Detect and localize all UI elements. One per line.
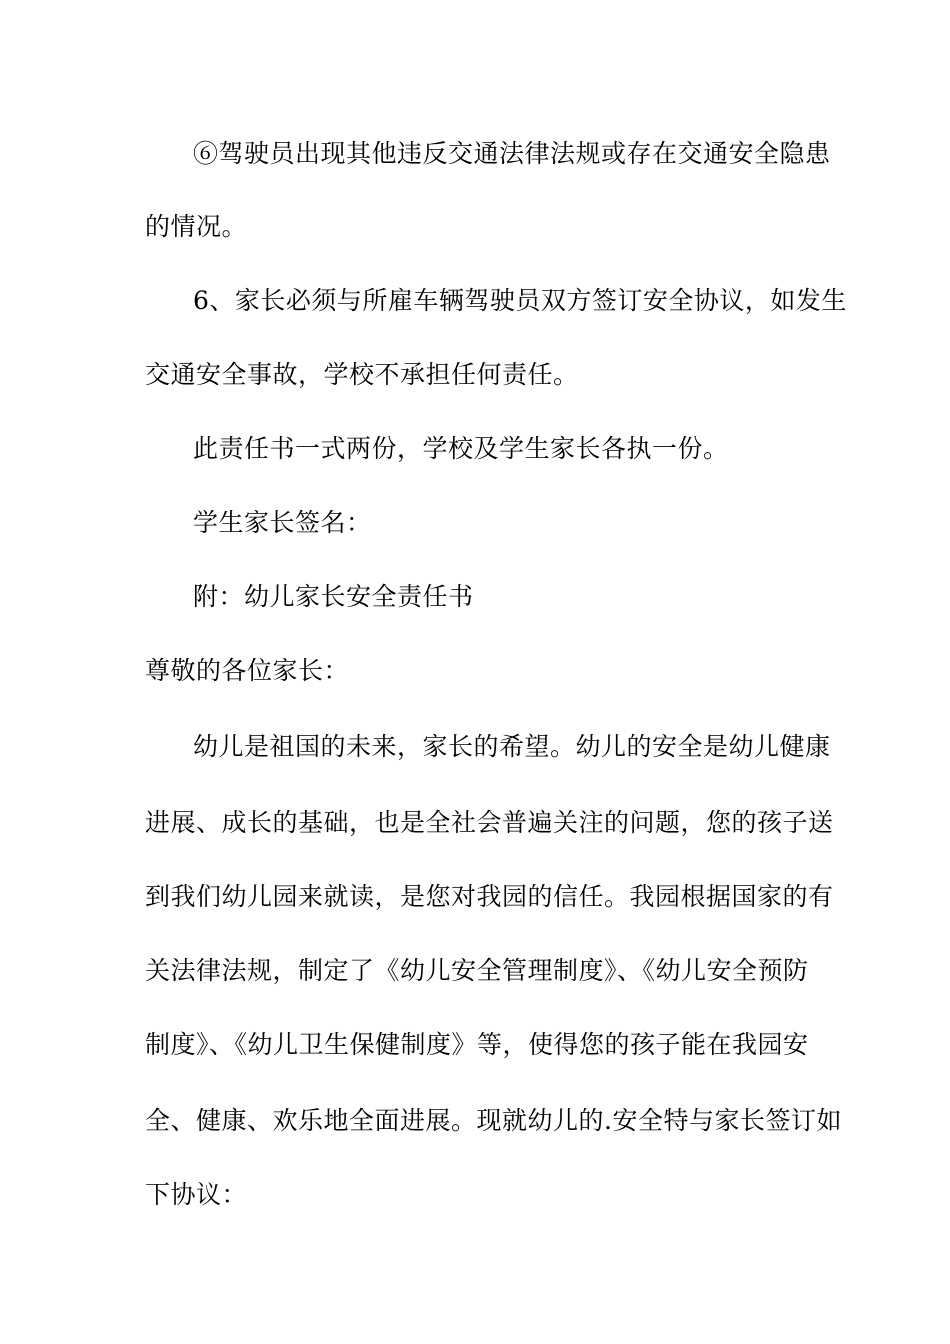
paragraph-line: 幼儿是祖国的未来，家长的希望。幼儿的安全是幼儿健康 — [193, 732, 831, 761]
paragraph-line: 关法律法规，制定了《幼儿安全管理制度》、《幼儿安全预防 — [145, 956, 809, 985]
signature-label: 学生家长签名： — [193, 508, 372, 537]
appendix-title: 附：幼儿家长安全责任书 — [193, 582, 474, 611]
paragraph-line: 全、健康、欢乐地全面进展。现就幼儿的.安全特与家长签订如 — [145, 1106, 842, 1135]
paragraph-line: 交通安全事故，学校不承担任何责任。 — [145, 360, 579, 389]
paragraph-line: 下协议： — [145, 1180, 248, 1209]
paragraph-line: 进展、成长的基础，也是全社会普遍关注的问题，您的孩子送 — [145, 808, 834, 837]
salutation: 尊敬的各位家长： — [145, 656, 350, 685]
paragraph-line: ⑥驾驶员出现其他违反交通法律法规或存在交通安全隐患 — [193, 139, 831, 168]
paragraph-line: 此责任书一式两份，学校及学生家长各执一份。 — [193, 434, 729, 463]
paragraph-line: 到我们幼儿园来就读，是您对我园的信任。我园根据国家的有 — [145, 882, 834, 911]
paragraph-line: 制度》、《幼儿卫生保健制度》等，使得您的孩子能在我园安 — [145, 1030, 809, 1059]
paragraph-line: 6、家长必须与所雇车辆驾驶员双方签订安全协议，如发生 — [193, 286, 847, 315]
paragraph-line: 的情况。 — [145, 212, 248, 241]
